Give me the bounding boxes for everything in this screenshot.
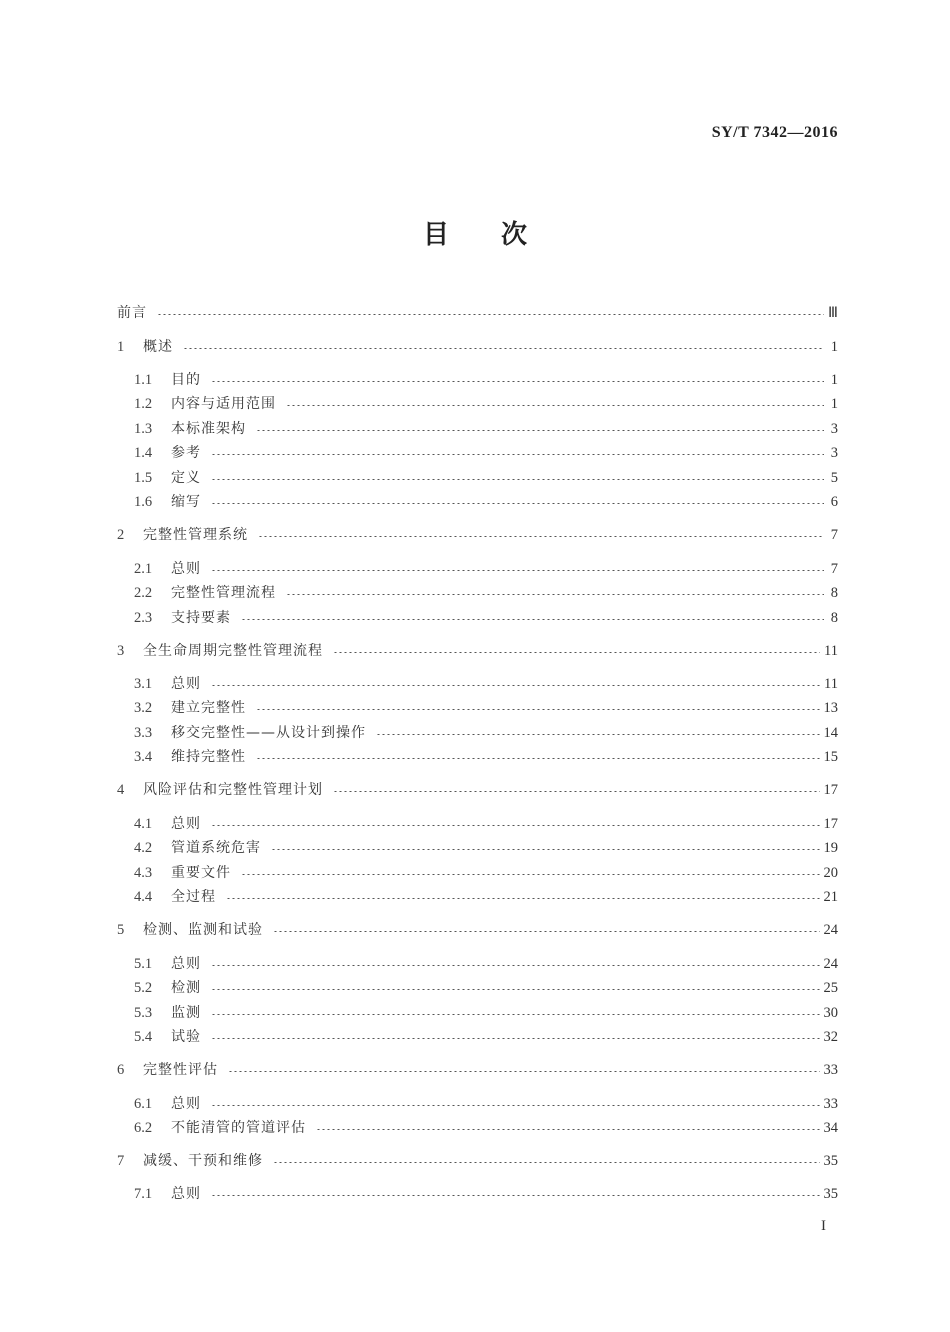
toc-entry[interactable] — [117, 523, 838, 547]
toc-entry-number: 2.1 — [134, 561, 153, 577]
toc-entry-title: 前言 — [117, 305, 147, 321]
toc-entry-page: 17 — [823, 816, 838, 832]
toc-entry-page: 1 — [830, 339, 838, 355]
toc-entry-number: 3.3 — [134, 725, 153, 741]
dot-leader — [271, 849, 820, 850]
toc-entry-page: 17 — [823, 782, 838, 798]
dot-leader — [211, 381, 824, 382]
toc-entry-page: 33 — [823, 1096, 838, 1112]
toc-entry-page: 24 — [823, 922, 838, 938]
toc-entry-number: 1.4 — [134, 445, 153, 461]
toc-entry-title: 参考 — [171, 445, 201, 461]
toc-entry-page: 33 — [823, 1062, 838, 1078]
toc-entry[interactable] — [134, 885, 838, 909]
toc-entry-page: 14 — [823, 725, 838, 741]
toc-entry-number: 1.1 — [134, 372, 153, 388]
toc-entry-page: 5 — [830, 470, 838, 486]
toc-entry-number: 3.2 — [134, 700, 153, 716]
toc-entry-title: 完整性评估 — [143, 1062, 218, 1078]
dot-leader — [211, 1195, 820, 1196]
toc-entry-number: 1.5 — [134, 470, 153, 486]
toc-entry-title: 缩写 — [171, 494, 201, 510]
toc-entry[interactable] — [134, 952, 838, 976]
toc-entry[interactable] — [134, 606, 838, 630]
toc-entry[interactable] — [134, 557, 838, 581]
toc-entry-title: 试验 — [171, 1029, 201, 1045]
toc-entry-number: 1.2 — [134, 396, 153, 412]
toc-entry-page: 21 — [823, 889, 838, 905]
toc-entry-number: 2 — [117, 527, 125, 543]
dot-leader — [376, 734, 820, 735]
toc-entry-number: 3 — [117, 643, 125, 659]
toc-entry[interactable] — [134, 672, 838, 696]
toc-entry-title: 总则 — [171, 1096, 201, 1112]
toc-entry[interactable] — [134, 745, 838, 769]
toc-entry[interactable] — [134, 836, 838, 860]
toc-entry-page: 34 — [823, 1120, 838, 1136]
standard-code: SY/T 7342—2016 — [711, 124, 838, 141]
toc-entry-number: 4 — [117, 782, 125, 798]
dot-leader — [256, 758, 820, 759]
toc-entry-title: 总则 — [171, 561, 201, 577]
toc-entry[interactable] — [117, 1149, 838, 1173]
dot-leader — [211, 570, 824, 571]
toc-entry-title: 本标准架构 — [171, 421, 246, 437]
toc-entry-page: 3 — [830, 445, 838, 461]
toc-entry-title: 监测 — [171, 1005, 201, 1021]
toc-entry-title: 移交完整性——从设计到操作 — [171, 725, 366, 741]
dot-leader — [333, 652, 820, 653]
dot-leader — [256, 430, 824, 431]
toc-entry-number: 4.3 — [134, 865, 153, 881]
dot-leader — [211, 989, 820, 990]
dot-leader — [241, 874, 820, 875]
toc-entry[interactable] — [134, 1001, 838, 1025]
toc-entry[interactable] — [134, 581, 838, 605]
dot-leader — [316, 1129, 820, 1130]
toc-entry-title: 检测、监测和试验 — [143, 922, 263, 938]
toc-entry-title: 总则 — [171, 956, 201, 972]
toc-entry[interactable] — [117, 301, 838, 325]
toc-entry[interactable] — [134, 368, 838, 392]
dot-leader — [211, 1014, 820, 1015]
toc-entry-page: 19 — [823, 840, 838, 856]
toc-entry-page: 7 — [830, 561, 838, 577]
toc-entry-number: 6.1 — [134, 1096, 153, 1112]
toc-entry[interactable] — [117, 1058, 838, 1082]
toc-entry-title: 目的 — [171, 372, 201, 388]
toc-entry[interactable] — [117, 778, 838, 802]
toc-entry[interactable] — [134, 466, 838, 490]
toc-entry-page: 8 — [830, 610, 838, 626]
toc-entry-number: 2.2 — [134, 585, 153, 601]
toc-entry-page: Ⅲ — [828, 305, 838, 321]
dot-leader — [211, 1038, 820, 1039]
toc-entry-page: 6 — [830, 494, 838, 510]
toc-entry-number: 7.1 — [134, 1186, 153, 1202]
toc-entry[interactable] — [134, 417, 838, 441]
toc-entry-title: 全过程 — [171, 889, 216, 905]
toc-entry-page: 15 — [823, 749, 838, 765]
dot-leader — [228, 1071, 820, 1072]
toc-entry-number: 5.4 — [134, 1029, 153, 1045]
toc-entry-number: 6 — [117, 1062, 125, 1078]
dot-leader — [211, 965, 820, 966]
dot-leader — [211, 825, 820, 826]
toc-entry-number: 5 — [117, 922, 125, 938]
dot-leader — [241, 619, 824, 620]
toc-entry[interactable] — [134, 812, 838, 836]
toc-entry-number: 6.2 — [134, 1120, 153, 1136]
toc-entry-page: 3 — [830, 421, 838, 437]
toc-entry-number: 3.1 — [134, 676, 153, 692]
dot-leader — [211, 454, 824, 455]
toc-entry-title: 重要文件 — [171, 865, 231, 881]
toc-entry-title: 概述 — [143, 339, 173, 355]
dot-leader — [286, 594, 824, 595]
toc-entry-number: 5.3 — [134, 1005, 153, 1021]
toc-entry[interactable] — [134, 976, 838, 1000]
toc-entry-page: 11 — [824, 643, 838, 659]
dot-leader — [258, 536, 824, 537]
toc-entry-title: 减缓、干预和维修 — [143, 1153, 263, 1169]
dot-leader — [333, 791, 820, 792]
toc-entry-title: 支持要素 — [171, 610, 231, 626]
dot-leader — [226, 898, 820, 899]
toc-entry[interactable] — [117, 918, 838, 942]
toc-entry-title: 完整性管理系统 — [143, 527, 248, 543]
toc-entry-title: 定义 — [171, 470, 201, 486]
toc-entry-title: 内容与适用范围 — [171, 396, 276, 412]
toc-entry-page: 24 — [823, 956, 838, 972]
toc-entry[interactable] — [134, 861, 838, 885]
dot-leader — [211, 685, 820, 686]
page-title: 目次 — [422, 220, 579, 250]
toc-entry-title: 不能清管的管道评估 — [171, 1120, 306, 1136]
toc-entry[interactable] — [134, 721, 838, 745]
toc-entry-title: 完整性管理流程 — [171, 585, 276, 601]
toc-entry-number: 1.6 — [134, 494, 153, 510]
toc-entry-title: 全生命周期完整性管理流程 — [143, 643, 323, 659]
toc-entry-number: 4.4 — [134, 889, 153, 905]
dot-leader — [157, 314, 824, 315]
toc-entry-page: 32 — [823, 1029, 838, 1045]
dot-leader — [286, 405, 824, 406]
toc-entry-title: 管道系统危害 — [171, 840, 261, 856]
toc-entry-number: 7 — [117, 1153, 125, 1169]
toc-entry-number: 3.4 — [134, 749, 153, 765]
toc-entry-title: 总则 — [171, 816, 201, 832]
dot-leader — [211, 1105, 820, 1106]
toc-entry-page: 13 — [823, 700, 838, 716]
toc-entry-page: 11 — [824, 676, 838, 692]
toc-entry[interactable] — [134, 1182, 838, 1206]
toc-entry-page: 35 — [823, 1153, 838, 1169]
toc-entry-page: 1 — [830, 396, 838, 412]
toc-entry[interactable] — [134, 1025, 838, 1049]
toc-entry-page: 30 — [823, 1005, 838, 1021]
toc-entry-page: 35 — [823, 1186, 838, 1202]
toc-entry-number: 4.2 — [134, 840, 153, 856]
toc-entry-page: 20 — [823, 865, 838, 881]
toc-entry-title: 检测 — [171, 980, 201, 996]
toc-entry-number: 5.1 — [134, 956, 153, 972]
dot-leader — [273, 931, 820, 932]
toc-entry-page: 7 — [830, 527, 838, 543]
dot-leader — [183, 348, 824, 349]
toc-entry-page: 1 — [830, 372, 838, 388]
toc-entry[interactable] — [134, 1092, 838, 1116]
toc-entry-number: 5.2 — [134, 980, 153, 996]
toc-entry[interactable] — [134, 490, 838, 514]
toc-entry[interactable] — [134, 696, 838, 720]
toc-entry-number: 4.1 — [134, 816, 153, 832]
toc-entry-number: 1 — [117, 339, 125, 355]
page-number: I — [821, 1218, 826, 1234]
toc-entry-number: 1.3 — [134, 421, 153, 437]
toc-entry[interactable] — [134, 1116, 838, 1140]
toc-entry-title: 总则 — [171, 676, 201, 692]
toc-entry-title: 风险评估和完整性管理计划 — [143, 782, 323, 798]
toc-entry[interactable] — [134, 392, 838, 416]
dot-leader — [273, 1162, 820, 1163]
toc-entry[interactable] — [117, 335, 838, 359]
toc-entry-page: 8 — [830, 585, 838, 601]
toc-entry[interactable] — [117, 639, 838, 663]
toc-entry-page: 25 — [823, 980, 838, 996]
dot-leader — [211, 479, 824, 480]
dot-leader — [256, 709, 820, 710]
toc-entry[interactable] — [134, 441, 838, 465]
toc-entry-title: 建立完整性 — [171, 700, 246, 716]
toc-entry-number: 2.3 — [134, 610, 153, 626]
toc-entry-title: 总则 — [171, 1186, 201, 1202]
dot-leader — [211, 503, 824, 504]
toc-entry-title: 维持完整性 — [171, 749, 246, 765]
